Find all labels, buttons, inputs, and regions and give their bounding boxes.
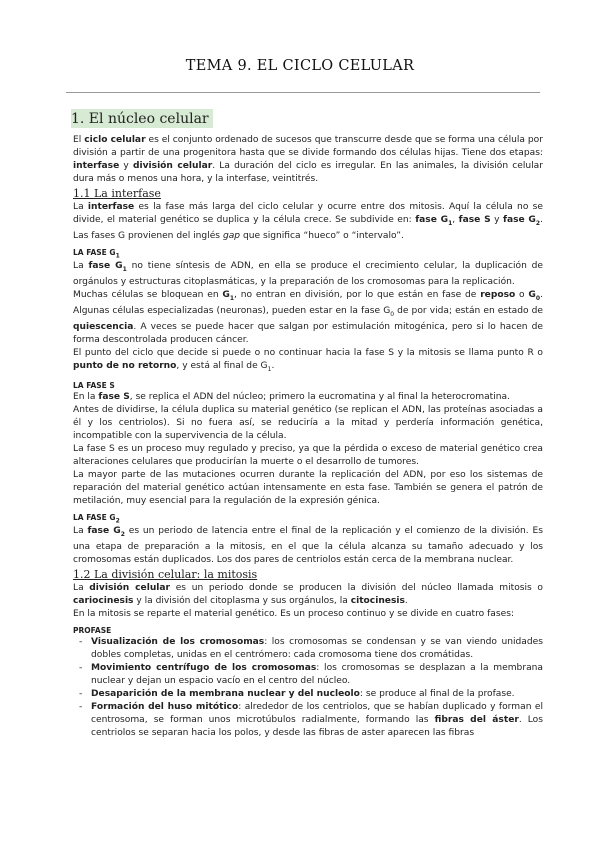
paragraph-punto-r: El punto del ciclo que decide si puede o no continuar hacia la fase S y la mitosis se llama punto R o punto de no retorno, y está al final de $G_1$. [73,347,543,373]
label-profase: PROFASE [73,625,112,635]
paragraph-fase-s: En la fase S, se replica el ADN del núcleo; primero la eucromatina y al final la heterocromatina. [73,391,510,402]
paragraph-g2: La fase $G_2$ es un periodo de latencia entre el final de la replicación y el comienzo de la división. Es una etapa de preparación a la mitosis, en el que la célula alcanza su tamaño adecuado y los cromosomas están duplicados. Los dos pares de centriolos están cerca de la membrana nuclear. [73,526,544,565]
label-fase-s: LA FASE S [73,380,115,390]
document-title: TEMA 9. EL CICLO CELULAR [185,58,415,74]
paragraph-g1: La fase $G_1$ no tiene síntesis de ADN, en ella se produce el crecimiento celular, la duplicación de orgánulos y estructuras citoplasmáticas, y la preparación de los cromosomas para la replicación. [73,261,543,288]
list-item: - Desaparición de la membrana nuclear y del nucleolo: se produce al final de la profase. [73,688,543,701]
paragraph-duplicacion: Antes de dividirse, la célula duplica su material genético (se replican el ADN, las proteínas asociadas a él y los centriolos). Si no fuera así, se reduciría a la mitad y perdería información genética, incompatible con la supervivencia de la célula. [73,404,543,441]
paragraph-interfase: La interfase es la fase más larga del ciclo celular y ocurre entre dos mitosis. Aquí la célula no se divide, el material genético se duplica y la célula crece. Se subdivide en: fase $G_1$, fase S y fase $G_2$. Las fases G provienen del inglés gap que significa “hueco” o “intervalo”. [73,202,543,241]
label-fase-g1: LA FASE $G_1$ [73,247,120,260]
paragraph-regulacion: La fase S es un proceso muy regulado y preciso, ya que la pérdida o exceso de material genético crea alteraciones celulares que producirían la muerte o el desarrollo de tumores. [73,443,543,467]
paragraph-fases-mitosis: En la mitosis se reparte el material genético. Es un proceso continuo y se divide en cuatro fases: [73,608,515,619]
list-item: - Visualización de los cromosomas: los cromosomas se condensan y se van viendo unidades dobles completas, unidas en el centrómero: cada cromosoma tiene dos cromátidas. [73,636,543,662]
subsection-heading-mitosis: 1.2 La división celular: la mitosis [73,567,258,581]
paragraph-ciclo-celular: El ciclo celular es el conjunto ordenado de sucesos que transcurre desde que se forma una célula por división a partir de una progenitora hasta que se divide formando dos células hijas. Tiene dos etapas: interfase y división celular. La duración del ciclo es irregular. En las animales, la división celular dura más o menos una hora, y la interfase, veintitrés. [73,135,543,184]
document-body [73,108,543,740]
paragraph-division-celular: La división celular es un periodo donde se producen la división del núcleo llamada mitosis o cariocinesis y la división del citoplasma y sus orgánulos, la citocinesis. [73,582,543,606]
label-fase-g2: LA FASE $G_2$ [73,512,120,525]
subsection-heading-interfase: 1.1 La interfase [73,187,161,200]
profase-list [73,636,543,740]
paragraph-mutaciones: La mayor parte de las mutaciones ocurren durante la replicación del ADN, por eso los sistemas de reparación del material genético actúan intensamente en esta fase. También se genera el patrón de metilación, muy esencial para la regulación de la expresión génica. [73,469,543,506]
paragraph-reposo: Muchas células se bloquean en $G_1$, no entran en división, por lo que están en fase de reposo o $G_0$. Algunas células especializadas (neuronas), pueden estar en la fase $G_0$ de por vida; están en estado de quiescencia. A veces se puede hacer que salgan por estimulación mitogénica, pero si lo hacen de forma descontrolada producen cáncer. [73,290,544,345]
list-item: - Movimiento centrífugo de los cromosomas: los cromosomas se desplazan a la membrana nuclear y dejan un espacio vacío en el centro del núcleo. [73,662,543,688]
section-heading-nucleo: 1. El núcleo celular [71,109,213,128]
list-item: - Formación del huso mitótico: alrededor de los centriolos, que se habían duplicado y forman el centrosoma, se forman unos microtúbulos radialmente, formando las fibras del áster. Los centriolos se separan hacia los polos, y desde las fibras de aster aparecen las fibras [73,701,543,740]
title-divider [66,92,540,93]
